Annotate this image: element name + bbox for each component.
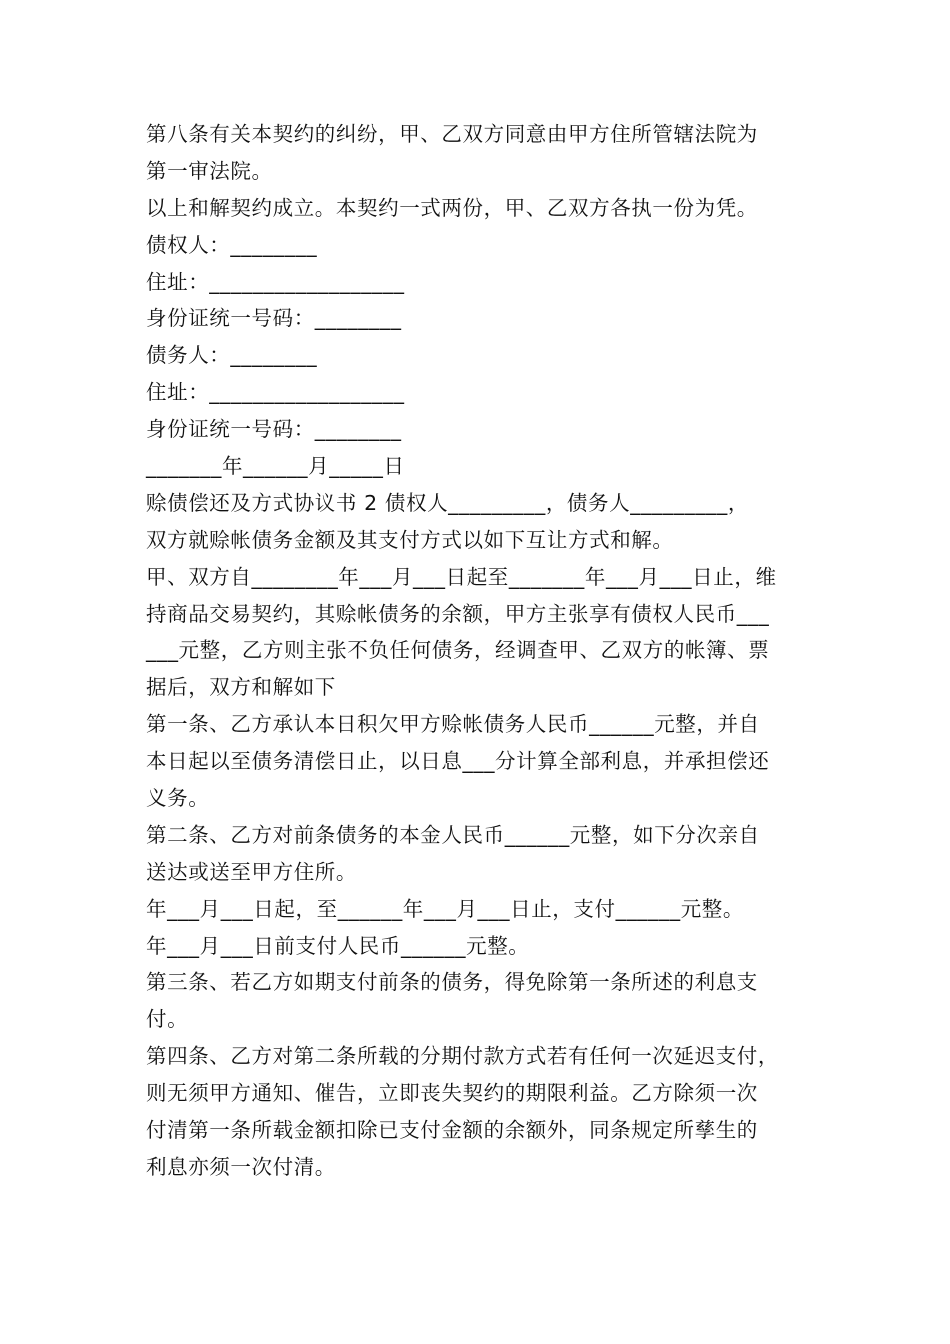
- text-line: 义务。: [146, 786, 210, 811]
- debtor-address-line: 住址：__________________: [146, 380, 405, 405]
- text-line: 甲、双方自________年___月___日起至_______年___月___日止，维: [146, 564, 777, 589]
- text-line: 以上和解契约成立。本契约一式两份，甲、乙双方各执一份为凭。: [146, 195, 758, 220]
- text-line: 年___月___日起，至______年___月___日止，支付______元整。: [146, 896, 744, 921]
- text-line: 据后，双方和解如下: [146, 675, 336, 700]
- text-line: 利息亦须一次付清。: [146, 1154, 336, 1179]
- text-line: 则无须甲方通知、催告，立即丧失契约的期限利益。乙方除须一次: [146, 1081, 758, 1106]
- text-line: 赊债偿还及方式协议书 2 债权人_________，债务人_________，: [146, 490, 749, 515]
- text-line: 第二条、乙方对前条债务的本金人民币______元整，如下分次亲自: [146, 822, 760, 847]
- debtor-name-line: 债务人：________: [146, 343, 318, 368]
- creditor-id-line: 身份证统一号码：________: [146, 306, 402, 331]
- text-line: 第四条、乙方对第二条所载的分期付款方式若有任何一次延迟支付，: [146, 1044, 779, 1069]
- text-line: 本日起以至债务清偿日止，以日息___分计算全部利息，并承担偿还: [146, 749, 770, 774]
- debtor-id-line: 身份证统一号码：________: [146, 417, 402, 442]
- document-body: [146, 116, 816, 1186]
- creditor-address-line: 住址：__________________: [146, 269, 405, 294]
- text-line: 年___月___日前支付人民币______元整。: [146, 933, 530, 958]
- text-line: 第三条、若乙方如期支付前条的债务，得免除第一条所述的利息支: [146, 970, 758, 995]
- text-line: 付。: [146, 1007, 189, 1032]
- text-line: 第一审法院。: [146, 158, 273, 183]
- text-line: 第八条有关本契约的纠纷，甲、乙双方同意由甲方住所管辖法院为: [146, 122, 758, 146]
- text-line: 第一条、乙方承认本日积欠甲方赊帐债务人民币______元整，并自: [146, 712, 760, 737]
- creditor-name-line: 债权人：________: [146, 232, 318, 257]
- text-line: 双方就赊帐债务金额及其支付方式以如下互让方式和解。: [146, 527, 674, 552]
- date-line: _______年______月_____日: [146, 454, 405, 479]
- text-line: 送达或送至甲方住所。: [146, 859, 357, 884]
- text-line: 付清第一条所载金额扣除已支付金额的余额外，同条规定所孳生的: [146, 1118, 758, 1143]
- text-line: 持商品交易契约，其赊帐债务的余额，甲方主张享有债权人民币___: [146, 601, 770, 626]
- text-line: ___元整，乙方则主张不负任何债务，经调查甲、乙双方的帐簿、票: [146, 638, 770, 663]
